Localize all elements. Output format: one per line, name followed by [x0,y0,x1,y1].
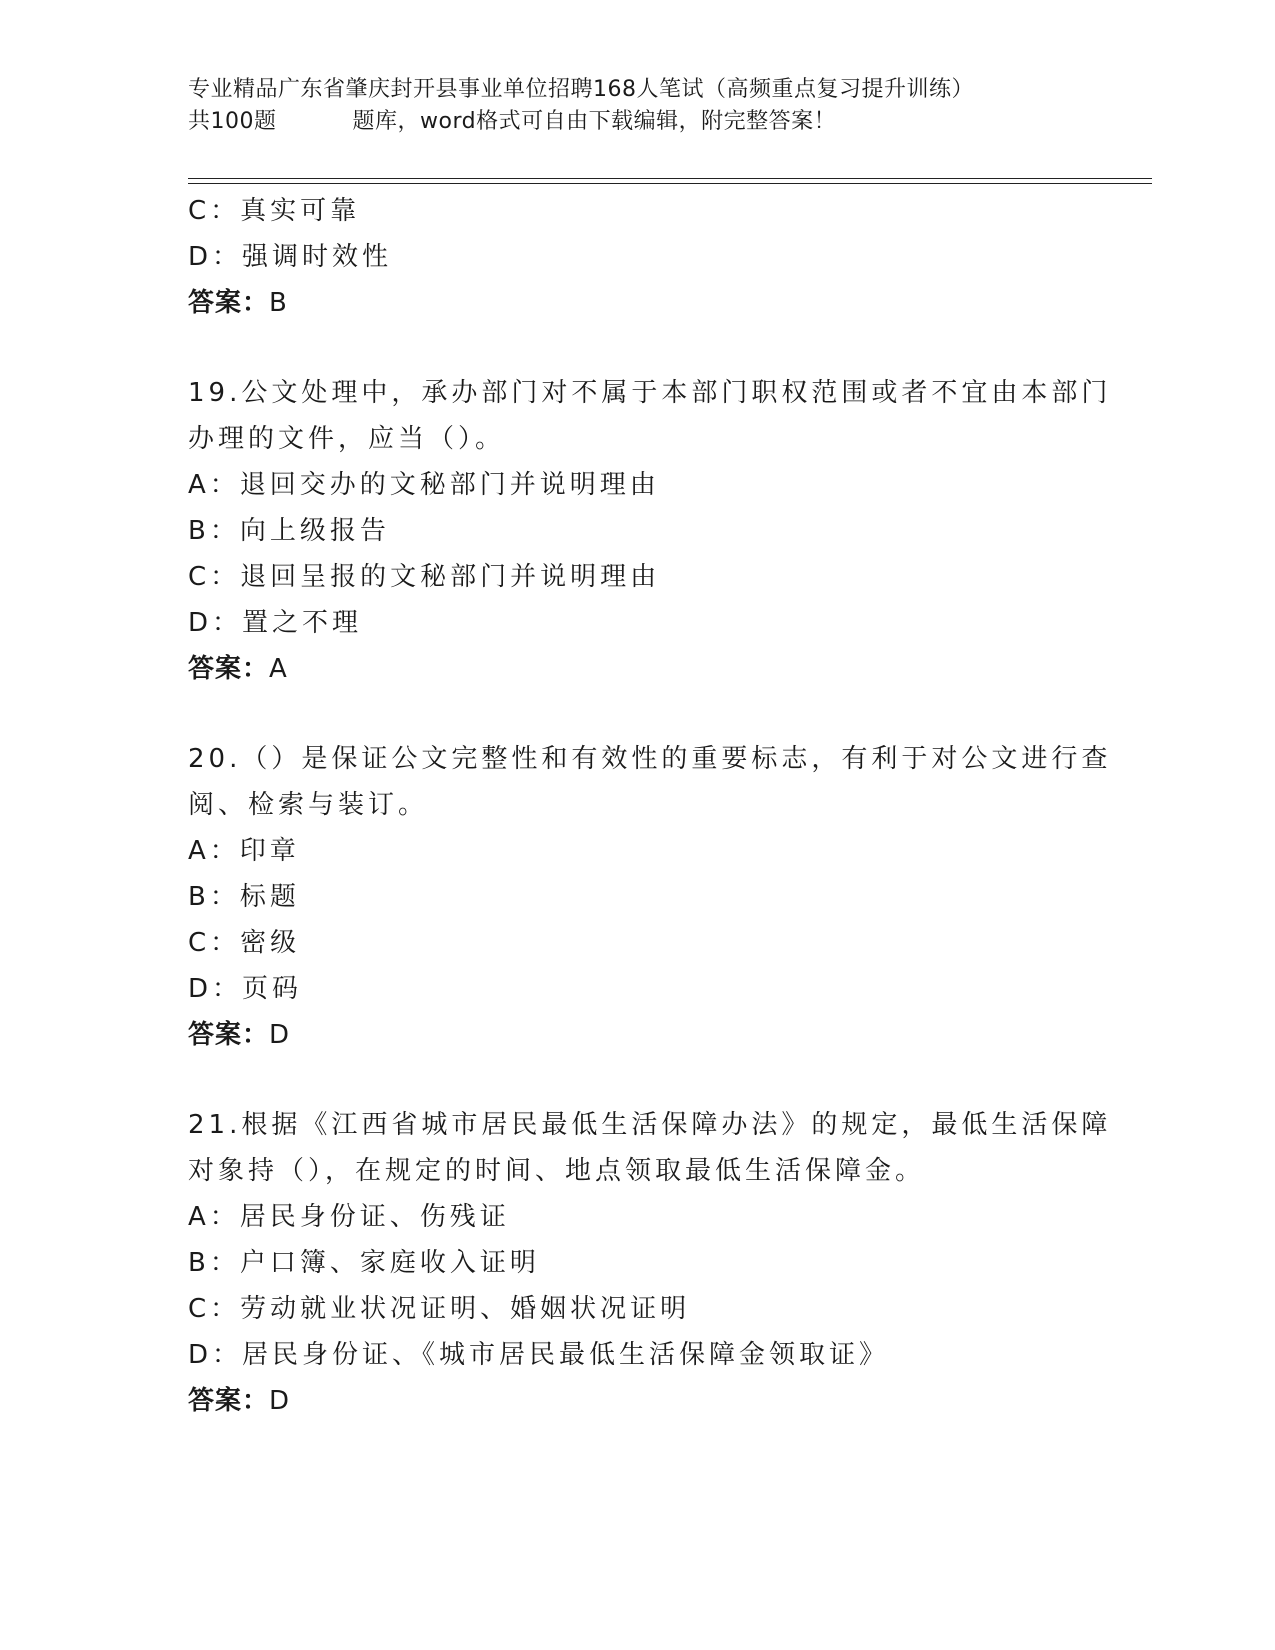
question-18-tail [188,188,1088,326]
header-divider-top [188,178,1152,179]
header-question-count: 共100题 [188,109,277,134]
question-20 [188,736,1112,1058]
option-d: D：强调时效性 [188,242,393,272]
option-b: B：向上级报告 [188,516,390,546]
header-divider-bottom [188,183,1152,184]
question-list [188,188,1112,1424]
answer-label: 答案： [188,1386,270,1416]
option-b: B：户口簿、家庭收入证明 [188,1248,540,1278]
option-d: D：置之不理 [188,608,363,638]
header-subtitle-line [188,106,1148,138]
option-c: C：退回呈报的文秘部门并说明理由 [188,562,661,592]
question-stem: 阅、检索与装订。 [188,790,429,820]
option-c: C：真实可靠 [188,196,361,226]
option-a: A：退回交办的文秘部门并说明理由 [188,470,660,500]
option-d: D：页码 [188,974,303,1004]
question-19 [188,370,1112,692]
answer-label: 答案： [188,288,270,318]
question-stem: 19.公文处理中，承办部门对不属于本部门职权范围或者不宜由本部门 [188,378,1112,408]
option-b: B：标题 [188,882,300,912]
option-a: A：印章 [188,836,300,866]
option-a: A：居民身份证、伤残证 [188,1202,510,1232]
answer-line [188,1012,1088,1058]
question-stem: 办理的文件，应当（）。 [188,424,506,454]
answer-label: 答案： [188,1020,270,1050]
option-d: D：居民身份证、《城市居民最低生活保障金领取证》 [188,1340,890,1370]
option-c: C：密级 [188,928,301,958]
answer-label: 答案： [188,654,270,684]
answer-value: D [269,1386,290,1416]
question-stem: 21.根据《江西省城市居民最低生活保障办法》的规定，最低生活保障 [188,1110,1112,1140]
answer-value: D [269,1020,290,1050]
question-stem: 对象持（），在规定的时间、地点领取最低生活保障金。 [188,1156,926,1186]
answer-line [188,1378,1088,1424]
answer-value: B [269,288,287,318]
question-stem: 20.（）是保证公文完整性和有效性的重要标志，有利于对公文进行查 [188,744,1112,774]
question-21 [188,1102,1112,1424]
option-c: C：劳动就业状况证明、婚姻状况证明 [188,1294,691,1324]
answer-line [188,280,1088,326]
header-title-line: 专业精品广东省肇庆封开县事业单位招聘168人笔试（高频重点复习提升训练） [188,77,974,102]
answer-line [188,646,1088,692]
header-description: 题库，word格式可自由下载编辑，附完整答案！ [352,109,837,134]
answer-value: A [269,654,287,684]
page-header [188,74,1148,138]
